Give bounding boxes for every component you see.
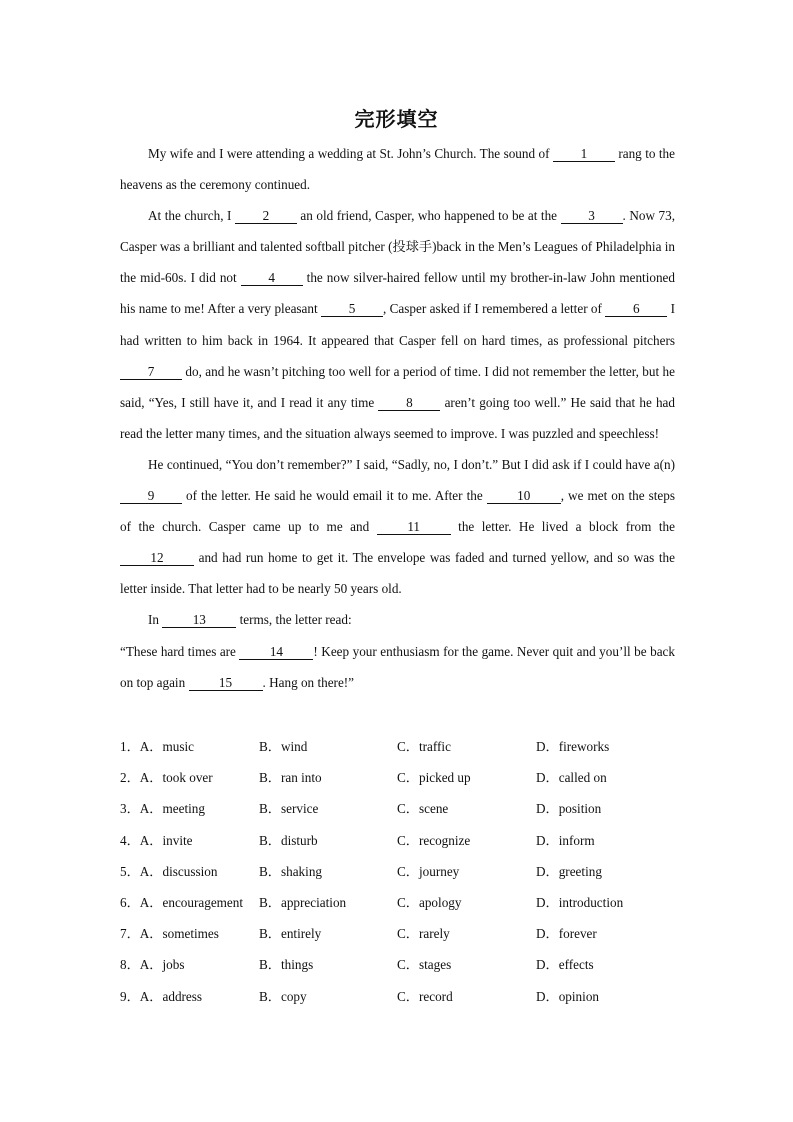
question-row bbox=[120, 887, 680, 918]
blank-5: 5 bbox=[321, 301, 383, 317]
text-run: , we met on the steps of the church. Casper came up to me and bbox=[120, 488, 675, 535]
question-row bbox=[120, 793, 680, 824]
option-a: 2．A．took over bbox=[120, 770, 213, 786]
option-b: B．appreciation bbox=[259, 894, 347, 910]
option-c: C．recognize bbox=[397, 832, 471, 848]
text-run: “These hard times are bbox=[120, 643, 240, 659]
option-b: B．wind bbox=[259, 739, 308, 754]
option-b: B．entirely bbox=[259, 926, 322, 942]
question-row bbox=[120, 762, 680, 793]
option-a: 4．A．invite bbox=[120, 832, 193, 848]
blank-8: 8 bbox=[378, 395, 440, 411]
text-run: ! Keep your enthusiasm for the game. Never quit and you’ll be back on top again bbox=[120, 643, 675, 690]
paragraph-1 bbox=[120, 138, 675, 200]
option-a: 9．A．address bbox=[120, 988, 203, 1004]
paragraph-3 bbox=[120, 449, 675, 604]
option-d: D．greeting bbox=[536, 863, 602, 879]
option-a: 3．A．meeting bbox=[120, 801, 205, 817]
option-c: C．journey bbox=[397, 863, 460, 879]
question-row bbox=[120, 949, 680, 980]
text-run: and had run home to get it. The envelope was faded and turned yellow, and so was the letter inside. That letter had to be nearly 50 years old. bbox=[120, 550, 675, 597]
text-run: of the letter. He said he would email it to me. After the bbox=[182, 488, 487, 504]
text-run: He continued, “You don’t remember?” I said, “Sadly, no, I don’t.” But I did ask if I could have a(n) bbox=[148, 456, 675, 472]
option-a: 7．A．sometimes bbox=[120, 926, 219, 942]
text-run: I had written to him back in 1964. It appeared that Casper fell on hard times, as professional pitchers bbox=[120, 301, 675, 348]
text-run: terms, the letter read: bbox=[236, 612, 352, 628]
option-d: D．position bbox=[536, 801, 602, 817]
option-b: B．shaking bbox=[259, 863, 323, 879]
option-c: C．apology bbox=[397, 894, 462, 910]
passage bbox=[120, 138, 675, 698]
text-run: the now silver-haired fellow until my brother-in-law John mentioned his name to me! After a very pleasant bbox=[120, 270, 675, 317]
option-c: C．stages bbox=[397, 957, 452, 973]
text-run: do, and he wasn’t pitching too well for a period of time. I did not remember the letter, but he said, “Yes, I still have it, and I read it any time bbox=[120, 363, 675, 410]
option-b: B．ran into bbox=[259, 770, 322, 786]
text-run: In bbox=[148, 612, 163, 628]
option-b: B．things bbox=[259, 957, 314, 973]
blank-7: 7 bbox=[120, 364, 182, 380]
text-run: an old friend, Casper, who happened to be at the bbox=[296, 208, 561, 224]
text-run: . Hang on there!” bbox=[262, 674, 355, 690]
option-d: D．introduction bbox=[536, 894, 624, 910]
blank-9: 9 bbox=[120, 488, 182, 504]
text-run: rang to the heavens as the ceremony continued. bbox=[120, 146, 675, 193]
option-d: D．forever bbox=[536, 926, 597, 942]
option-a: 1．A．music bbox=[120, 739, 194, 754]
question-row bbox=[120, 918, 680, 949]
text-run: aren’t going too well.” He said that he had read the letter many times, and the situation always seemed to improve. I was puzzled and speechless! bbox=[120, 394, 675, 441]
option-c: C．traffic bbox=[397, 739, 451, 754]
blank-11: 11 bbox=[377, 519, 451, 535]
blank-10: 10 bbox=[487, 488, 561, 504]
option-c: C．scene bbox=[397, 801, 449, 817]
option-d: D．effects bbox=[536, 957, 594, 973]
option-b: B．copy bbox=[259, 988, 307, 1004]
option-d: D．called on bbox=[536, 770, 607, 786]
option-d: D．fireworks bbox=[536, 739, 610, 754]
blank-14: 14 bbox=[239, 644, 313, 660]
paragraph-2 bbox=[120, 200, 675, 449]
text-run: , Casper asked if I remembered a letter of bbox=[383, 301, 606, 317]
paragraph-4 bbox=[120, 604, 675, 635]
option-b: B．service bbox=[259, 801, 319, 817]
page-title: 完形填空 bbox=[354, 107, 439, 131]
option-a: 6．A．encouragement bbox=[120, 894, 244, 910]
question-row bbox=[120, 856, 680, 887]
question-row bbox=[120, 731, 680, 762]
option-d: D．opinion bbox=[536, 988, 600, 1004]
blank-3: 3 bbox=[561, 208, 623, 224]
blank-13: 13 bbox=[162, 612, 236, 628]
question-options bbox=[120, 731, 680, 1012]
option-c: C．rarely bbox=[397, 926, 450, 942]
option-c: C．record bbox=[397, 988, 453, 1004]
question-row bbox=[120, 825, 680, 856]
text-run: At the church, I bbox=[148, 208, 235, 224]
paragraph-5 bbox=[120, 636, 675, 698]
text-run: . Now 73, Casper was a brilliant and talented softball pitcher (投球手)back in the Men’s Leagues of Philadelphia in the mid-60s. I did not bbox=[120, 208, 675, 286]
blank-15: 15 bbox=[189, 675, 263, 691]
option-c: C．picked up bbox=[397, 770, 471, 786]
blank-12: 12 bbox=[120, 550, 194, 566]
blank-6: 6 bbox=[605, 301, 667, 317]
option-b: B．disturb bbox=[259, 832, 318, 848]
option-a: 8．A．jobs bbox=[120, 957, 185, 973]
blank-1: 1 bbox=[553, 146, 615, 162]
option-d: D．inform bbox=[536, 832, 595, 848]
blank-2: 2 bbox=[235, 208, 297, 224]
question-row bbox=[120, 981, 680, 1012]
text-run: the letter. He lived a block from the bbox=[450, 519, 675, 535]
blank-4: 4 bbox=[241, 270, 303, 286]
option-a: 5．A．discussion bbox=[120, 863, 218, 879]
text-run: My wife and I were attending a wedding at St. John’s Church. The sound of bbox=[148, 146, 553, 161]
